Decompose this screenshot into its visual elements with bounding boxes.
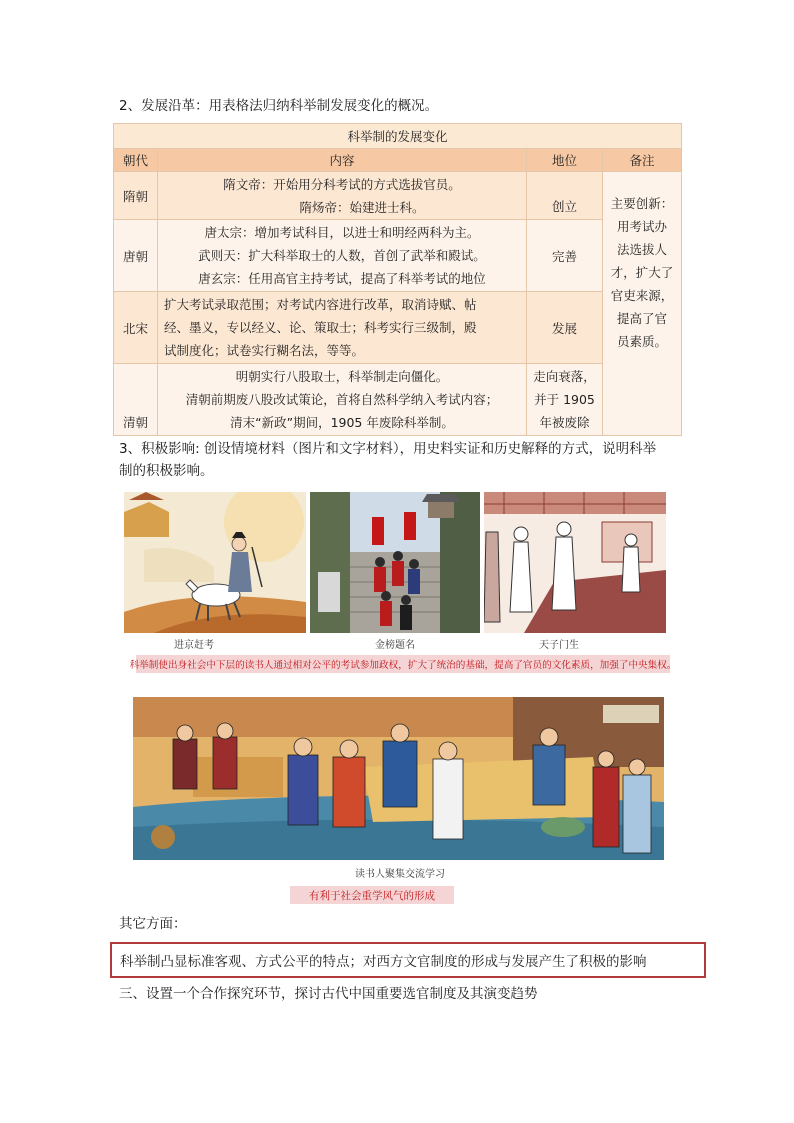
impact-banner: 科举制使出身社会中下层的读书人通过相对公平的考试参加政权，扩大了统治的基础，提高了官员的文化素质，加强了中央集权。 [136, 655, 670, 673]
status-cell: 创立 [527, 172, 603, 220]
note-line: 提高了官 [617, 311, 668, 326]
header-content: 内容 [158, 149, 527, 172]
status-cell: 完善 [527, 220, 603, 292]
dynasty-cell: 北宋 [114, 292, 158, 364]
note-line: 用考试办 [617, 219, 668, 234]
content-line: 隋炀帝：始建进士科。 [299, 199, 425, 215]
caption-palace-exam: 天子门生 [539, 640, 579, 651]
content-line: 试制度化；试卷实行糊名法，等等。 [164, 343, 365, 358]
content-cell [158, 172, 527, 220]
other-aspects-heading: 其它方面： [119, 916, 187, 932]
content-cell [158, 364, 527, 436]
content-line: 清末“新政”期间，1905 年废除科举制。 [230, 415, 454, 430]
boxed-summary: 科举制凸显标准客观、方式公平的特点；对西方文官制度的形成与发展产生了积极的影响 [110, 942, 706, 978]
header-dynasty: 朝代 [114, 149, 158, 172]
header-note: 备注 [603, 149, 682, 172]
note-line: 主要创新： [610, 196, 674, 211]
note-line: 员素质。 [617, 334, 668, 349]
caption-procession: 金榜题名 [375, 640, 415, 651]
content-line: 明朝实行八股取士，科举制走向僵化。 [235, 369, 449, 384]
note-line: 官吏来源， [610, 288, 674, 303]
dynasty-cell: 清朝 [114, 364, 158, 436]
section-2-heading: 2、发展沿革：用表格法归纳科举制发展变化的概况。 [119, 98, 439, 114]
dynasty-cell: 唐朝 [114, 220, 158, 292]
content-line: 清朝前期废八股改试策论，首将自然科学纳入考试内容； [185, 392, 499, 407]
note-line: 法选拔人 [617, 242, 668, 257]
header-status: 地位 [527, 149, 603, 172]
status-line: 并于 1905 [534, 392, 595, 407]
content-cell [158, 292, 527, 364]
table-title: 科举制的发展变化 [114, 124, 682, 149]
note-cell [603, 172, 682, 436]
caption-scholar-travel: 进京赶考 [174, 640, 214, 651]
section-three-heading: 三、设置一个合作探究环节，探讨古代中国重要选官制度及其演变趋势 [119, 986, 538, 1002]
status-cell: 发展 [527, 292, 603, 364]
content-line: 隋文帝：开始用分科考试的方式选拔官员。 [223, 176, 461, 192]
status-line: 走向衰落， [533, 369, 596, 384]
section-3-heading-line-1: 3、积极影响: 创设情境材料（图片和文字材料），用史料实证和历史解释的方式，说明科举 [119, 441, 657, 457]
content-line: 扩大考试录取范围；对考试内容进行改革，取消诗赋、帖 [164, 297, 477, 312]
status-line: 年被废除 [539, 415, 590, 430]
content-line: 唐玄宗：任用高官主持考试，提高了科举考试的地位 [198, 271, 486, 286]
status-cell [527, 364, 603, 436]
image-palace-exam [484, 492, 666, 633]
dynasty-cell: 隋朝 [114, 172, 158, 220]
image-scholars-gathering [133, 697, 664, 860]
study-culture-banner: 有利于社会重学风气的形成 [290, 886, 454, 904]
section-3-heading-line-2: 制的积极影响。 [119, 463, 214, 479]
content-line: 武则天：扩大科举取士的人数，首创了武举和殿试。 [198, 248, 486, 263]
image-procession [310, 492, 480, 633]
content-line: 唐太宗：增加考试科目，以进士和明经两科为主。 [204, 225, 480, 240]
note-line: 才，扩大了 [610, 265, 674, 280]
caption-scholars-gathering: 读书人聚集交流学习 [355, 869, 445, 880]
keju-development-table [113, 123, 682, 436]
content-cell [158, 220, 527, 292]
image-scholar-travel [124, 492, 306, 633]
content-line: 经、墨义，专以经义、论、策取士；科考实行三级制，殿 [164, 320, 477, 335]
